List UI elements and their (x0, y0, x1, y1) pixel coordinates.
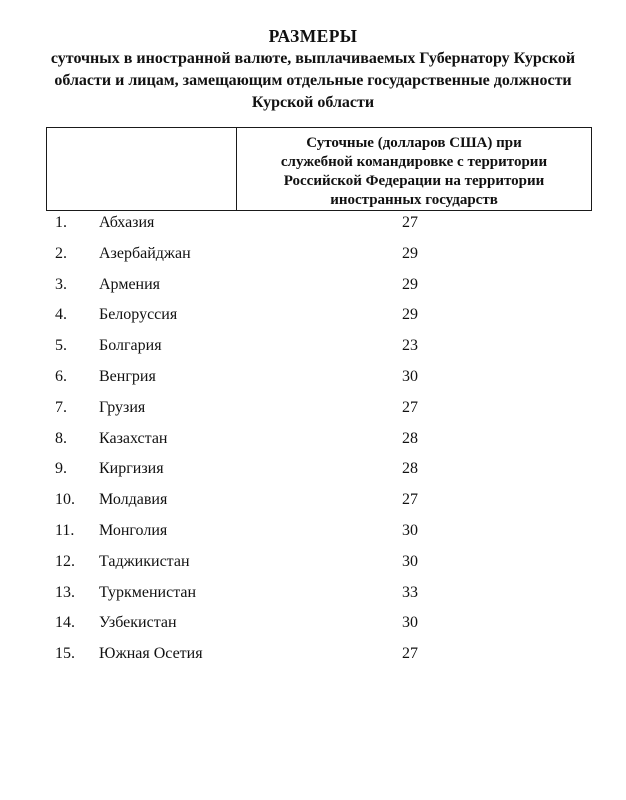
country-name: Таджикистан (99, 552, 190, 570)
row-number: 7. (55, 398, 67, 416)
table-body (0, 208, 626, 670)
allowance-value: 30 (402, 552, 418, 570)
country-name: Азербайджан (99, 244, 191, 262)
table-row (0, 362, 626, 393)
allowance-value: 33 (402, 583, 418, 601)
row-number: 8. (55, 429, 67, 447)
subtitle-line: области и лицам, замещающим отдельные государственные должности (54, 72, 572, 89)
table-row (0, 454, 626, 485)
row-number: 12. (55, 552, 75, 570)
row-number: 9. (55, 460, 67, 478)
allowance-value: 30 (402, 367, 418, 385)
document-title: РАЗМЕРЫ (268, 26, 358, 46)
country-name: Казахстан (99, 429, 168, 447)
allowance-value: 29 (402, 244, 418, 262)
row-number: 14. (55, 614, 75, 632)
table-row (0, 393, 626, 424)
country-name: Венгрия (99, 367, 156, 385)
row-number: 4. (55, 306, 67, 324)
table-header-allowance-cell (237, 128, 591, 210)
table-row (0, 608, 626, 639)
allowance-value: 28 (402, 460, 418, 478)
country-name: Молдавия (99, 491, 168, 509)
document-subtitle (0, 48, 626, 114)
header-line: Российской Федерации на территории (283, 173, 545, 189)
header-line: Суточные (долларов США) при (306, 135, 522, 151)
allowance-value: 30 (402, 521, 418, 539)
allowance-value: 27 (402, 491, 418, 509)
row-number: 10. (55, 491, 75, 509)
row-number: 2. (55, 244, 67, 262)
table-row (0, 547, 626, 578)
subtitle-line: суточных в иностранной валюте, выплачиваемых Губернатору Курской (50, 50, 576, 67)
table-header-empty-cell (47, 128, 237, 210)
table-row (0, 578, 626, 609)
table-row (0, 300, 626, 331)
allowance-value: 27 (402, 214, 418, 231)
table-header (46, 127, 592, 211)
country-name: Армения (99, 275, 161, 293)
allowance-value: 23 (402, 337, 418, 355)
header-line: иностранных государств (330, 192, 498, 208)
table-row (0, 516, 626, 547)
country-name: Белоруссия (99, 306, 178, 324)
allowance-value: 28 (402, 429, 418, 447)
table-row (0, 239, 626, 270)
country-name: Абхазия (99, 214, 155, 231)
table-row (0, 639, 626, 670)
country-name: Болгария (99, 337, 162, 355)
table-row (0, 485, 626, 516)
allowance-value: 29 (402, 306, 418, 324)
allowance-value: 27 (402, 398, 418, 416)
table-row (0, 270, 626, 301)
row-number: 13. (55, 583, 75, 601)
allowance-value: 29 (402, 275, 418, 293)
country-name: Киргизия (99, 460, 164, 478)
country-name: Узбекистан (99, 614, 177, 632)
country-name: Грузия (99, 398, 146, 416)
row-number: 5. (55, 337, 67, 355)
row-number: 15. (55, 645, 75, 663)
table-row (0, 208, 626, 239)
row-number: 11. (55, 521, 75, 539)
table-row (0, 424, 626, 455)
country-name: Монголия (99, 521, 168, 539)
row-number: 6. (55, 367, 67, 385)
header-line: служебной командировке с территории (280, 154, 548, 170)
row-number: 3. (55, 275, 67, 293)
table-row (0, 331, 626, 362)
subtitle-line: Курской области (251, 94, 375, 111)
country-name: Южная Осетия (99, 645, 203, 663)
allowance-value: 27 (402, 645, 418, 663)
allowance-value: 30 (402, 614, 418, 632)
country-name: Туркменистан (99, 583, 197, 601)
row-number: 1. (55, 214, 67, 231)
